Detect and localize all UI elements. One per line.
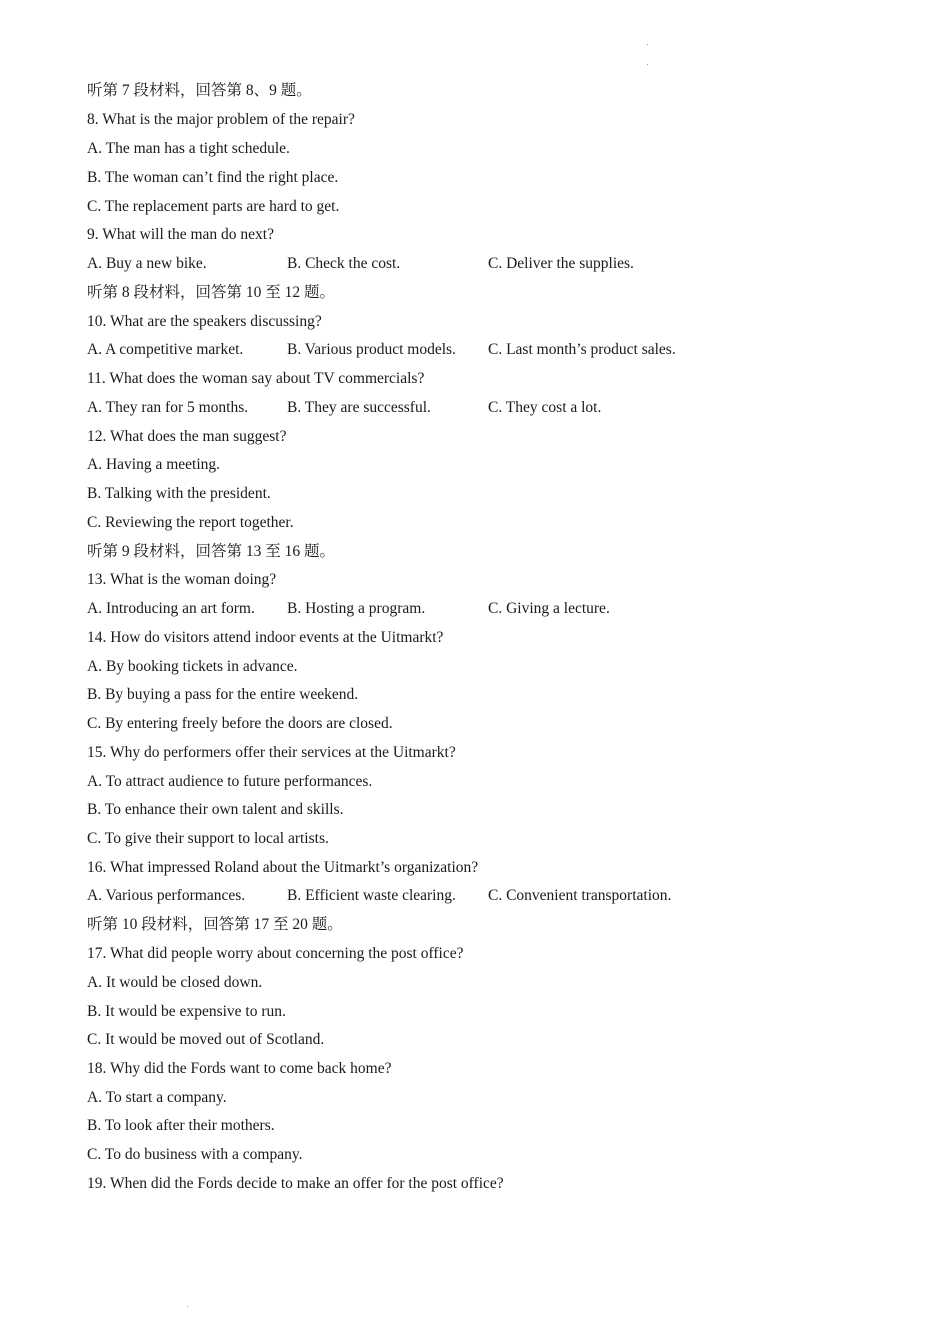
section-heading: 听第 7 段材料，回答第 8、9 题。 bbox=[87, 82, 312, 99]
option-13c: C. Giving a lecture. bbox=[488, 600, 610, 617]
option-8c: C. The replacement parts are hard to get. bbox=[87, 198, 340, 215]
option-10c: C. Last month’s product sales. bbox=[488, 341, 676, 358]
option-9b: B. Check the cost. bbox=[287, 255, 401, 272]
question-10: 10. What are the speakers discussing? bbox=[87, 313, 322, 330]
option-17b: B. It would be expensive to run. bbox=[87, 1003, 286, 1020]
section-heading: 听第 9 段材料，回答第 13 至 16 题。 bbox=[87, 543, 336, 560]
question-18: 18. Why did the Fords want to come back home? bbox=[87, 1060, 392, 1077]
option-10b: B. Various product models. bbox=[287, 341, 456, 358]
option-18b: B. To look after their mothers. bbox=[87, 1117, 275, 1134]
option-13a: A. Introducing an art form. bbox=[87, 600, 255, 617]
option-14c: C. By entering freely before the doors are closed. bbox=[87, 715, 393, 732]
question-15: 15. Why do performers offer their services at the Uitmarkt? bbox=[87, 744, 456, 761]
option-12c: C. Reviewing the report together. bbox=[87, 514, 294, 531]
option-12a: A. Having a meeting. bbox=[87, 456, 221, 473]
scan-speck bbox=[647, 44, 648, 45]
option-18c: C. To do business with a company. bbox=[87, 1146, 303, 1163]
option-14a: A. By booking tickets in advance. bbox=[87, 658, 298, 675]
option-8b: B. The woman can’t find the right place. bbox=[87, 169, 339, 186]
question-8: 8. What is the major problem of the repair? bbox=[87, 111, 355, 128]
option-15c: C. To give their support to local artists. bbox=[87, 830, 329, 847]
question-12: 12. What does the man suggest? bbox=[87, 428, 287, 445]
option-10a: A. A competitive market. bbox=[87, 341, 244, 358]
question-11: 11. What does the woman say about TV commercials? bbox=[87, 370, 425, 387]
option-13b: B. Hosting a program. bbox=[287, 600, 426, 617]
question-16: 16. What impressed Roland about the Uitmarkt’s organization? bbox=[87, 859, 479, 876]
option-15b: B. To enhance their own talent and skills. bbox=[87, 801, 344, 818]
option-15a: A. To attract audience to future performances. bbox=[87, 773, 373, 790]
option-8a: A. The man has a tight schedule. bbox=[87, 140, 290, 157]
option-18a: A. To start a company. bbox=[87, 1089, 227, 1106]
option-9a: A. Buy a new bike. bbox=[87, 255, 207, 272]
option-11b: B. They are successful. bbox=[287, 399, 431, 416]
question-17: 17. What did people worry about concerning the post office? bbox=[87, 945, 464, 962]
section-heading: 听第 8 段材料，回答第 10 至 12 题。 bbox=[87, 284, 336, 301]
scan-speck bbox=[187, 1306, 188, 1307]
question-19: 19. When did the Fords decide to make an offer for the post office? bbox=[87, 1175, 504, 1192]
option-11c: C. They cost a lot. bbox=[488, 399, 602, 416]
option-16c: C. Convenient transportation. bbox=[488, 887, 672, 904]
option-12b: B. Talking with the president. bbox=[87, 485, 271, 502]
option-11a: A. They ran for 5 months. bbox=[87, 399, 249, 416]
question-9: 9. What will the man do next? bbox=[87, 226, 274, 243]
question-14: 14. How do visitors attend indoor events at the Uitmarkt? bbox=[87, 629, 444, 646]
section-heading: 听第 10 段材料，回答第 17 至 20 题。 bbox=[87, 916, 343, 933]
option-17a: A. It would be closed down. bbox=[87, 974, 263, 991]
option-16a: A. Various performances. bbox=[87, 887, 246, 904]
option-16b: B. Efficient waste clearing. bbox=[287, 887, 456, 904]
scan-speck bbox=[647, 64, 648, 65]
option-14b: B. By buying a pass for the entire weekend. bbox=[87, 686, 359, 703]
option-17c: C. It would be moved out of Scotland. bbox=[87, 1031, 325, 1048]
option-9c: C. Deliver the supplies. bbox=[488, 255, 634, 272]
question-13: 13. What is the woman doing? bbox=[87, 571, 277, 588]
